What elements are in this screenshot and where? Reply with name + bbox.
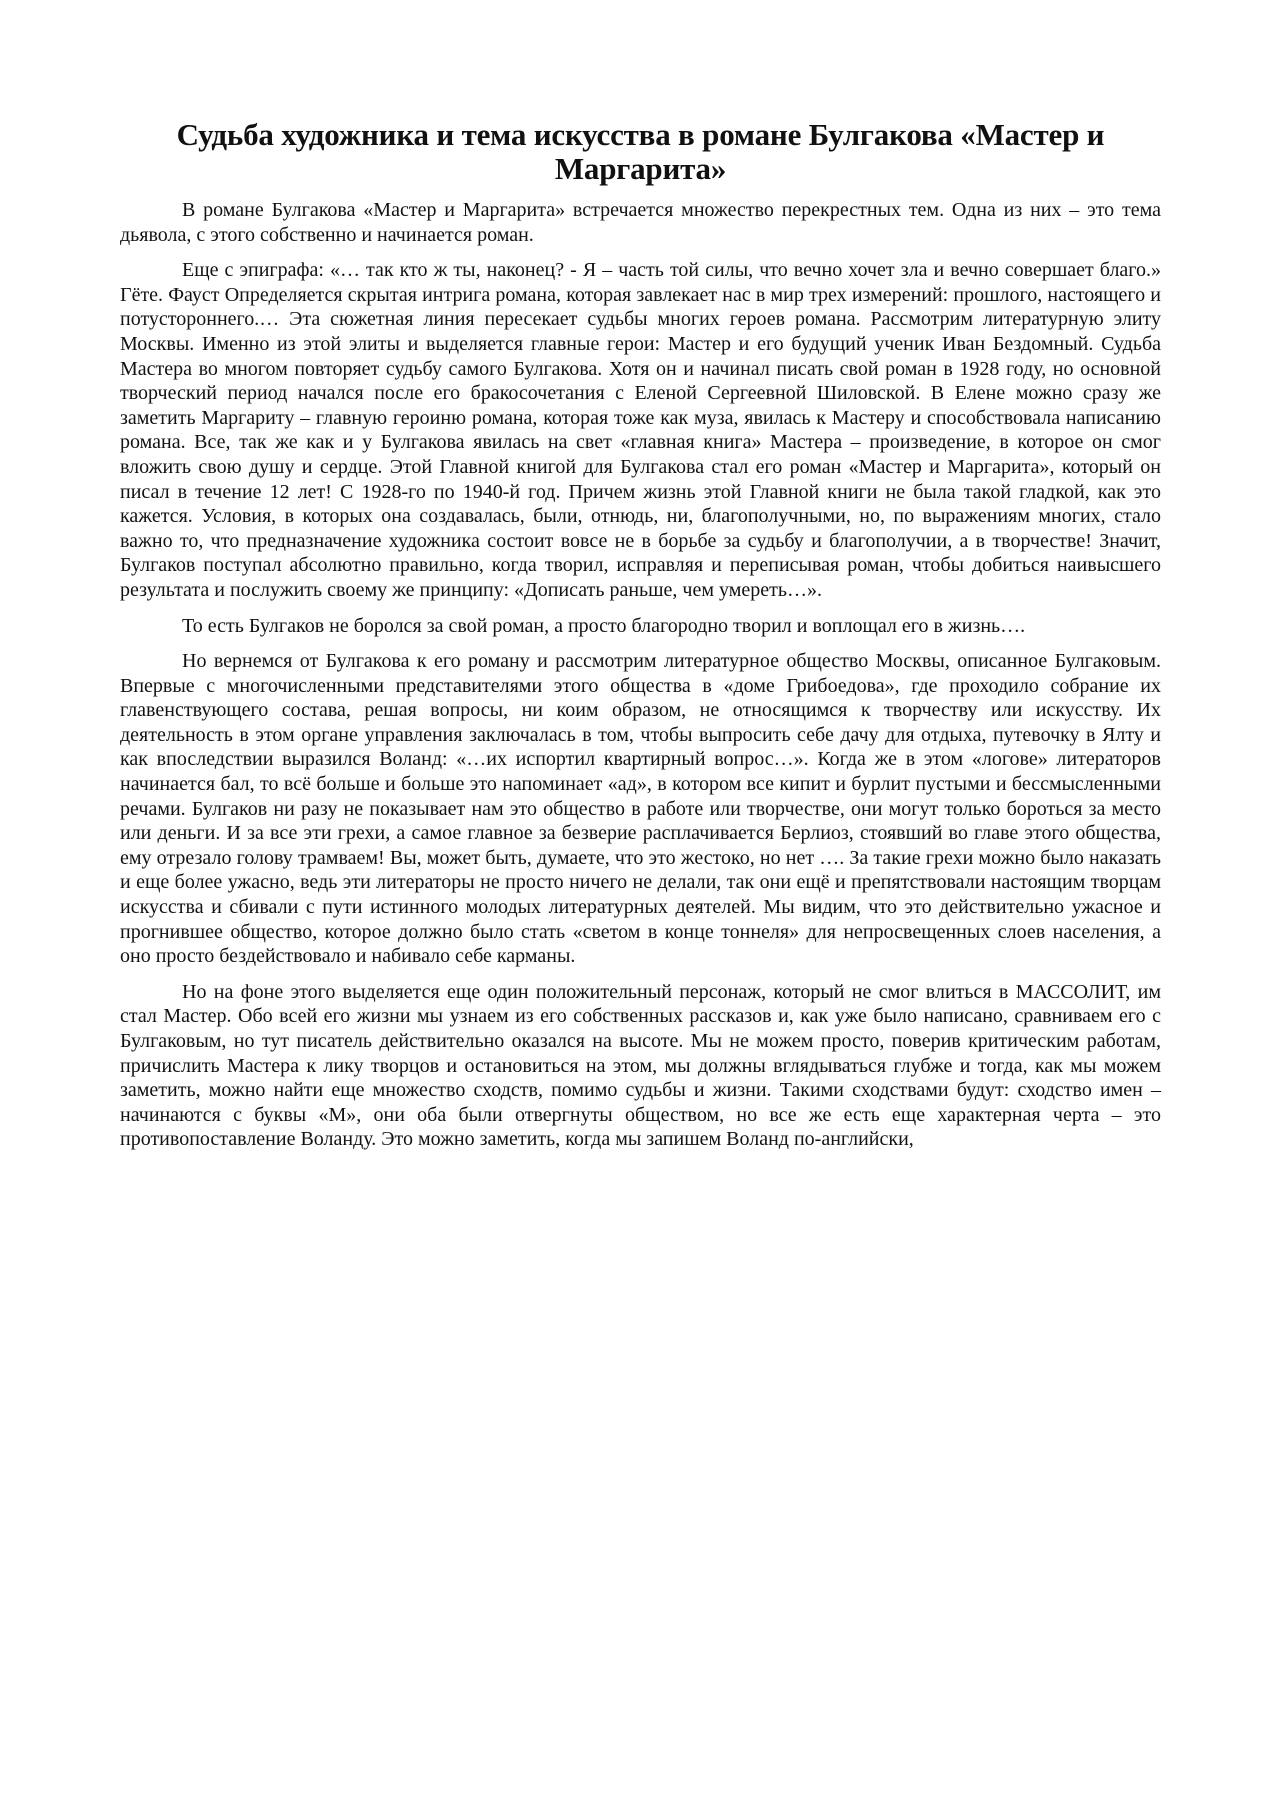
document-body bbox=[120, 198, 1161, 1152]
paragraph-intro: В романе Булгакова «Мастер и Маргарита» встречается множество перекрестных тем. Одна из них – это тема дьявола, с этого собственно и начинается роман. bbox=[120, 199, 1161, 246]
document-page bbox=[120, 118, 1161, 1163]
paragraph-epigraph: Еще с эпиграфа: «… так кто ж ты, наконец? - Я – часть той силы, что вечно хочет зла и вечно совершает благо.» Гёте. Фауст Определяется скрытая интрига романа, которая завлекает нас в мир трех измерений: прошлого, настоящего и потустороннего.… Эта сюжетная линия пересекает судьбы многих героев романа. Рассмотрим литературную элиту Москвы. Именно из этой элиты и выделяется главные герои: Мастер и его будущий ученик Иван Бездомный. Судьба Мастера во многом повторяет судьбу самого Булгакова. Хотя он и начинал писать свой роман в 1928 году, но основной творческий период начался после его бракосочетания с Еленой Сергеевной Шиловской. В Елене можно сразу же заметить Маргариту – главную героиню романа, которая тоже как муза, явилась к Мастеру и способствовала написанию романа. Все, так же как и у Булгакова явилась на свет «главная книга» Мастера – произведение, в которое он смог вложить свою душу и сердце. Этой Главной книгой для Булгакова стал его роман «Мастер и Маргарита», который он писал в течение 12 лет! С 1928-го по 1940-й год. Причем жизнь этой Главной книги не была такой гладкой, как это кажется. Условия, в которых она создавалась, были, отнюдь, ни, благополучными, но, по выражениям многих, стало важно то, что предназначение художника состоит вовсе не в борьбе за судьбу и благополучии, а в творчестве! Значит, Булгаков поступал абсолютно правильно, когда творил, исправляя и переписывая роман, чтобы добиться наивысшего результата и послужить своему же принципу: «Дописать раньше, чем умереть…». bbox=[120, 259, 1161, 601]
paragraph-master: Но на фоне этого выделяется еще один положительный персонаж, который не смог влиться в МАССОЛИТ, им стал Мастер. Обо всей его жизни мы узнаем из его собственных рассказов и, как уже было написано, сравниваем его с Булгаковым, но тут писатель действительно оказался на высоте. Мы не можем просто, поверив критическим работам, причислить Мастера к лику творцов и остановиться на этом, мы должны вглядываться глубже и тогда, как мы можем заметить, можно найти еще множество сходств, помимо судьбы и жизни. Такими сходствами будут: сходство имен – начинаются с буквы «М», они оба были отвергнуты обществом, но все же есть еще характерная черта – это противопоставление Воланду. Это можно заметить, когда мы запишем Воланд по-английски, bbox=[120, 980, 1161, 1151]
paragraph-literary-society: Но вернемся от Булгакова к его роману и рассмотрим литературное общество Москвы, описанное Булгаковым. Впервые с многочисленными представителями этого общества в «доме Грибоедова», где проходило собрание их главенствующего состава, решая вопросы, ни коим образом, не относящимся к творчеству или искусству. Их деятельность в этом органе управления заключалась в том, чтобы выпросить себе дачу для отдыха, путевочку в Ялту и как впоследствии выразился Воланд: «…их испортил квартирный вопрос…». Когда же в этом «логове» литераторов начинается бал, то всё больше и больше это напоминает «ад», в котором все кипит и бурлит пустыми и бессмысленными речами. Булгаков ни разу не показывает нам это общество в работе или творчестве, они могут только бороться за место или деньги. И за все эти грехи, а самое главное за безверие расплачивается Берлиоз, стоявший во главе этого общества, ему отрезало голову трамваем! Вы, может быть, думаете, что это жестоко, но нет …. За такие грехи можно было наказать и еще более ужасно, ведь эти литераторы не просто ничего не делали, так они ещё и препятствовали настоящим творцам искусства и сбивали с пути истинного молодых литературных деятелей. Мы видим, что это действительно ужасное и прогнившее общество, которое должно было стать «светом в конце тоннеля» для непросвещенных слоев населения, а оно просто бездействовало и набивало себе карманы. bbox=[120, 650, 1161, 968]
document-title: Судьба художника и тема искусства в романе Булгакова «Мастер и Маргарита» bbox=[176, 117, 1105, 186]
paragraph-bulgakov-creation: То есть Булгаков не боролся за свой роман, а просто благородно творил и воплощал его в жизнь…. bbox=[182, 614, 1026, 637]
